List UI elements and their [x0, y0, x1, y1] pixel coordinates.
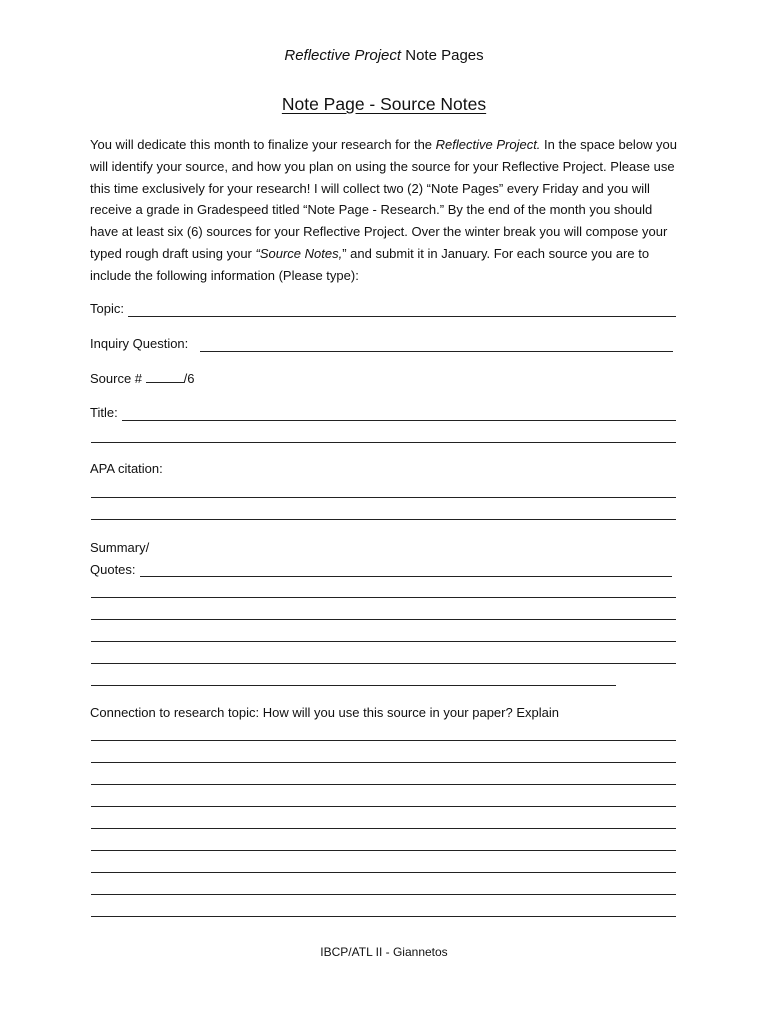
summary-label: Summary/: [90, 540, 150, 555]
topic-input-line[interactable]: [128, 316, 676, 317]
source-number-blank[interactable]: [146, 370, 184, 383]
connection-input-line-7[interactable]: [91, 872, 676, 873]
title-input-line-2[interactable]: [91, 442, 676, 443]
topic-label: Topic:: [90, 301, 124, 316]
summary-input-line-2[interactable]: [91, 597, 676, 598]
summary-input-line-1[interactable]: [140, 576, 672, 577]
title-input-line-1[interactable]: [122, 420, 676, 421]
connection-input-line-1[interactable]: [91, 740, 676, 741]
page-title-italic: Reflective Project: [284, 47, 402, 64]
summary-input-line-6[interactable]: [91, 685, 616, 686]
connection-input-line-6[interactable]: [91, 850, 676, 851]
title-label: Title:: [90, 405, 118, 420]
summary-input-line-4[interactable]: [91, 641, 676, 642]
intro-text-4: “Source Notes,: [255, 245, 343, 261]
quotes-label: Quotes:: [90, 562, 136, 577]
connection-input-line-8[interactable]: [91, 894, 676, 895]
intro-text-1: You will dedicate this month to finalize your research for the: [90, 137, 436, 152]
connection-input-line-4[interactable]: [91, 806, 676, 807]
page-footer: IBCP/ATL II - Giannetos: [320, 945, 448, 959]
source-number-label: Source #: [90, 371, 143, 386]
connection-input-line-5[interactable]: [91, 828, 676, 829]
subtitle-text: Note Page - Source Notes: [281, 94, 487, 114]
inquiry-question-label: Inquiry Question:: [90, 336, 189, 351]
apa-input-line-2[interactable]: [91, 519, 676, 520]
page-subtitle: [0, 94, 768, 115]
connection-input-line-2[interactable]: [91, 762, 676, 763]
source-number-total: /6: [183, 371, 195, 386]
page-title: [0, 47, 768, 64]
connection-label: Connection to research topic: How will you use this source in your paper? Explain: [90, 705, 559, 720]
apa-input-line-1[interactable]: [91, 497, 676, 498]
apa-citation-label: APA citation:: [90, 461, 163, 476]
intro-text-2: Reflective Project.: [435, 137, 541, 152]
inquiry-question-input-line[interactable]: [200, 351, 673, 352]
intro-text-3: In the space below you will identify your source, and how you plan on using the source for your Reflective Project. Please use this time exclusively for your research! I will collect two (2) “Note Pages” every Friday and you will receive a grade in Gradespeed titled “Note Page - Research.” By the end of the month you should have at least six (6) sources for your Reflective Project. Over the winter break you will compose your typed rough draft using your: [90, 137, 678, 261]
summary-input-line-3[interactable]: [91, 619, 676, 620]
page-title-rest: Note Pages: [401, 47, 484, 64]
connection-input-line-3[interactable]: [91, 784, 676, 785]
intro-text-5: ” and submit it in January. For each source you are to include the following information (Please type):: [90, 245, 650, 283]
summary-input-line-5[interactable]: [91, 663, 676, 664]
connection-input-line-9[interactable]: [91, 916, 676, 917]
instructions-paragraph: [90, 134, 680, 287]
source-number-field: [90, 370, 195, 386]
